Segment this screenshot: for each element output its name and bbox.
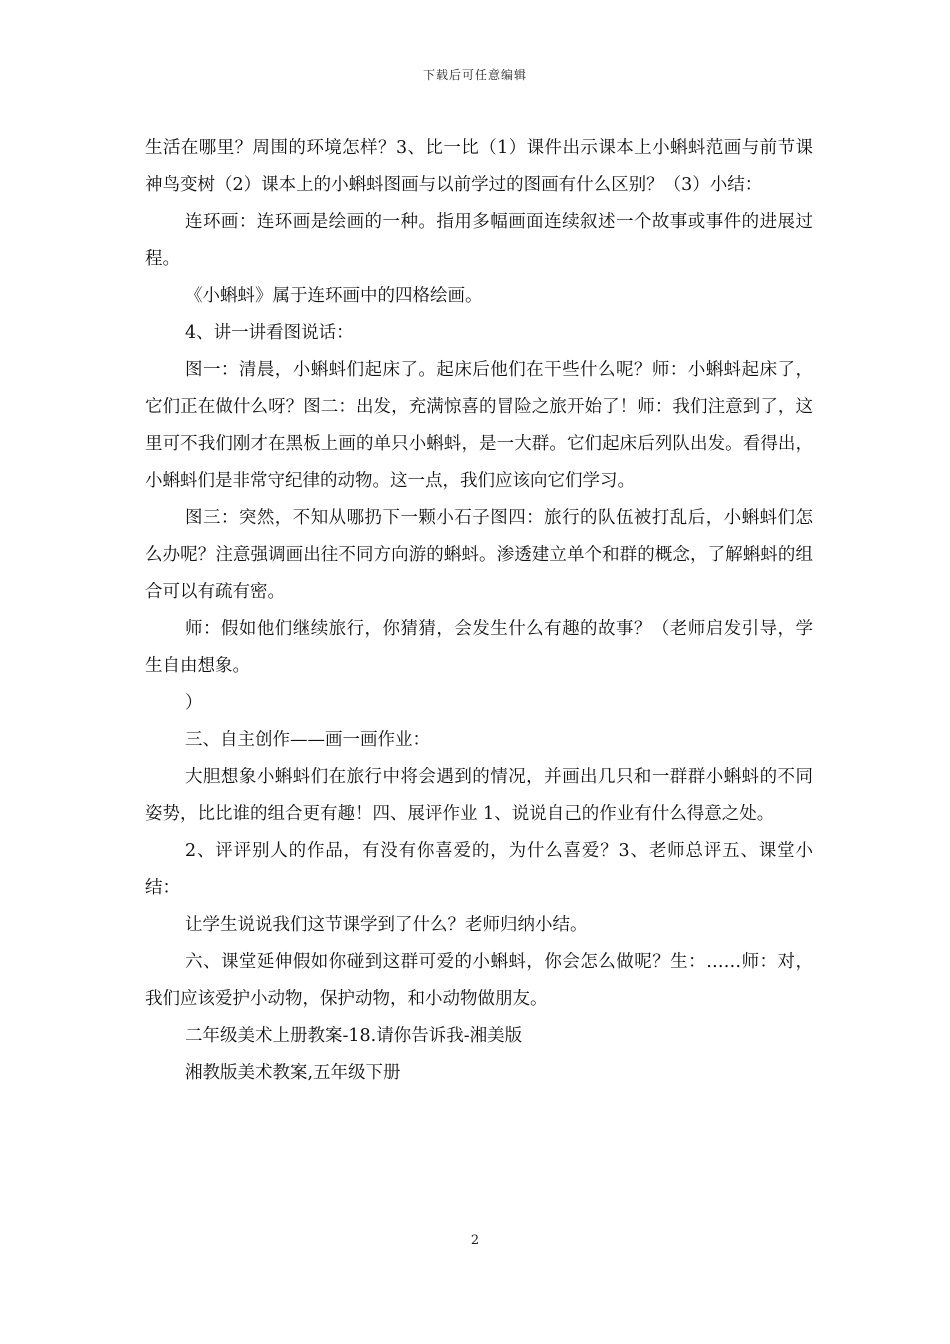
paragraph: 图三：突然，不知从哪扔下一颗小石子图四：旅行的队伍被打乱后，小蝌蚪们怎么办呢？注意强调画出往不同方向游的蝌蚪。渗透建立单个和群的概念，了解蝌蚪的组合可以有疏有密。 — [145, 508, 813, 602]
paragraph: 六、课堂延伸假如你碰到这群可爱的小蝌蚪，你会怎么做呢？生：……师：对，我们应该爱护小动物，保护动物，和小动物做朋友。 — [145, 952, 813, 1009]
paragraph: 4、讲一讲看图说话： — [185, 323, 354, 343]
paragraph: 三、自主创作——画一画作业： — [185, 730, 430, 750]
page-header: 下载后可任意编辑 — [422, 68, 527, 82]
paragraph: 二年级美术上册教案-18.请你告诉我-湘美版 — [185, 1026, 523, 1046]
paragraph: 2、评评别人的作品，有没有你喜爱的，为什么喜爱？3、老师总评五、课堂小结： — [145, 841, 813, 898]
paragraph: ） — [185, 693, 203, 713]
paragraph: 师：假如他们继续旅行，你猜猜，会发生什么有趣的故事？（老师启发引导，学生自由想象。 — [145, 619, 813, 676]
page-number: 2 — [470, 1233, 480, 1248]
paragraph: 让学生说说我们这节课学到了什么？老师归纳小结。 — [185, 915, 588, 935]
paragraph: 《小蝌蚪》属于连环画中的四格绘画。 — [185, 286, 483, 306]
paragraph: 生活在哪里？周围的环境怎样？3、比一比（1）课件出示课本上小蝌蚪范画与前节课神鸟变树（2）课本上的小蝌蚪图画与以前学过的图画有什么区别？（3）小结： — [145, 138, 813, 195]
document-body — [145, 130, 813, 1092]
paragraph: 图一：清晨，小蝌蚪们起床了。起床后他们在干些什么呢？师：小蝌蚪起床了，它们正在做什么呀？图二：出发，充满惊喜的冒险之旅开始了！师：我们注意到了，这里可不我们刚才在黑板上画的单只小蝌蚪，是一大群。它们起床后列队出发。看得出，小蝌蚪们是非常守纪律的动物。这一点，我们应该向它们学习。 — [145, 360, 813, 491]
paragraph: 湘教版美术教案,五年级下册 — [185, 1063, 401, 1083]
paragraph: 大胆想象小蝌蚪们在旅行中将会遇到的情况，并画出几只和一群群小蝌蚪的不同姿势，比比谁的组合更有趣！四、展评作业 1、说说自己的作业有什么得意之处。 — [145, 767, 813, 824]
paragraph: 连环画：连环画是绘画的一种。指用多幅画面连续叙述一个故事或事件的进展过程。 — [145, 212, 813, 269]
